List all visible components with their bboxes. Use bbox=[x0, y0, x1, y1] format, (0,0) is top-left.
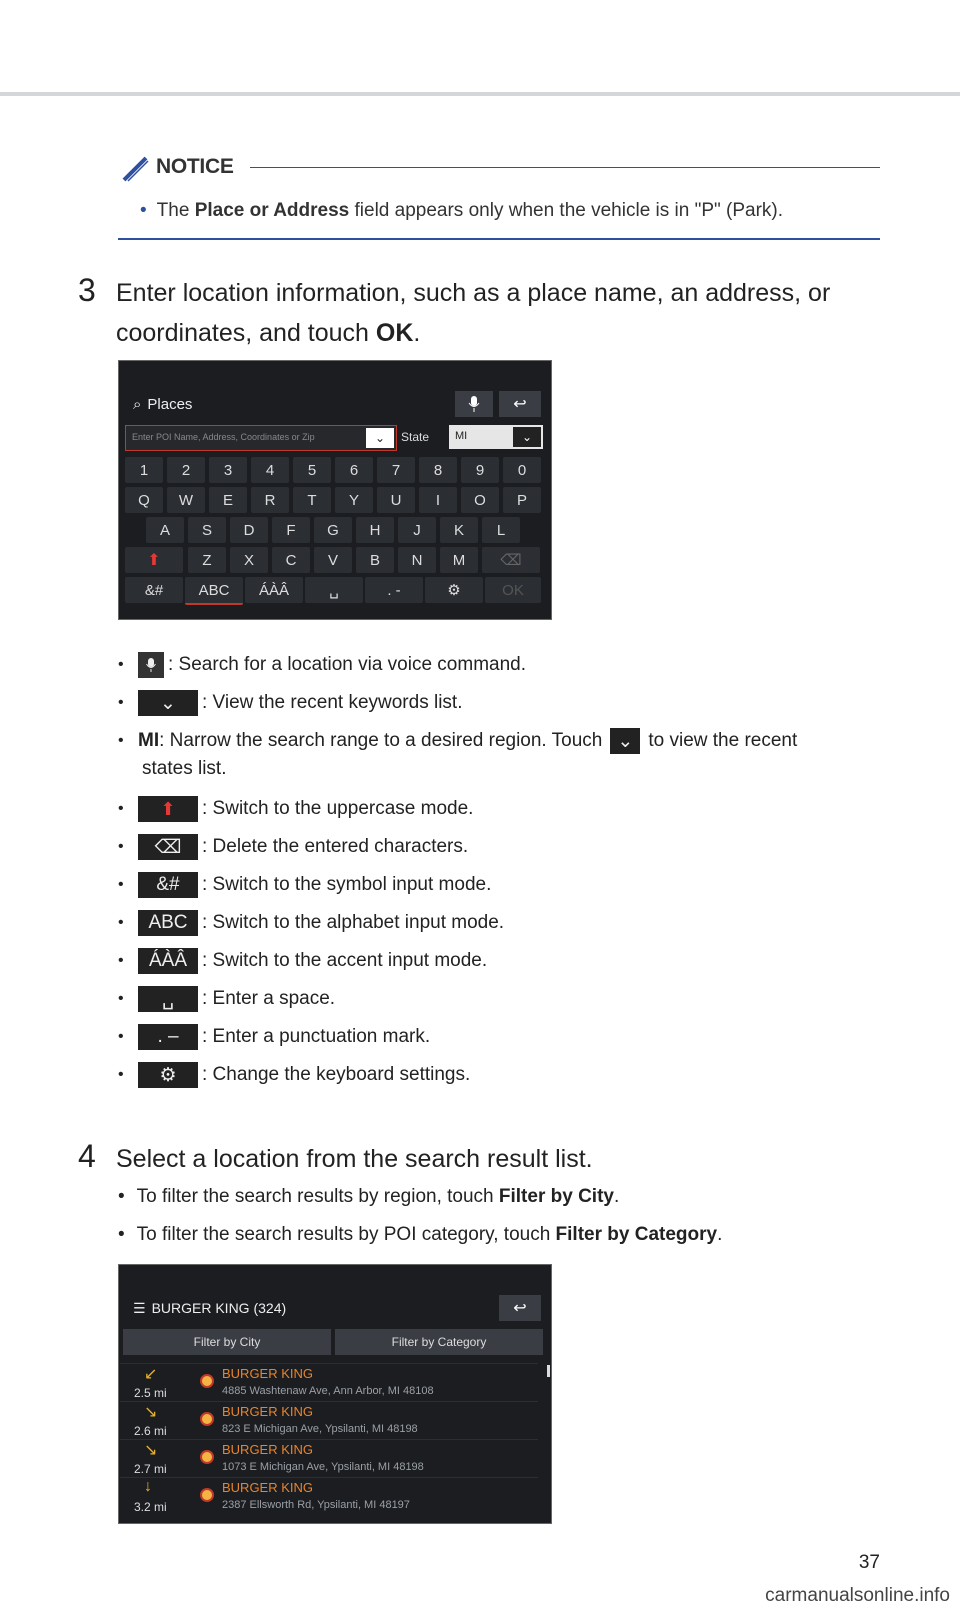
results-screenshot bbox=[118, 1264, 552, 1524]
distance: 3.2 mi bbox=[134, 1500, 167, 1514]
key-W[interactable]: W bbox=[167, 487, 205, 513]
keyboard-screenshot bbox=[118, 360, 552, 620]
key-C[interactable]: C bbox=[272, 547, 310, 573]
result-row[interactable] bbox=[120, 1401, 538, 1440]
state-label: State bbox=[401, 430, 430, 444]
key-V[interactable]: V bbox=[314, 547, 352, 573]
chevron-down-icon: ⌄ bbox=[610, 728, 640, 754]
key-Z[interactable]: Z bbox=[188, 547, 226, 573]
direction-arrow-icon: ↙ bbox=[144, 1366, 158, 1383]
scrollbar[interactable] bbox=[547, 1365, 550, 1377]
burger-logo-icon bbox=[200, 1450, 214, 1464]
notice-bottom-rule bbox=[118, 238, 880, 240]
direction-arrow-icon: ↘ bbox=[144, 1404, 158, 1421]
accent-key[interactable]: ÁÀÂ bbox=[245, 577, 303, 603]
key-N[interactable]: N bbox=[398, 547, 436, 573]
settings-key[interactable]: ⚙ bbox=[425, 577, 483, 603]
burger-logo-icon bbox=[200, 1412, 214, 1426]
list-item-continuation: states list. bbox=[142, 758, 227, 779]
key-0[interactable]: 0 bbox=[503, 457, 541, 483]
notice-rule bbox=[250, 167, 880, 168]
list-item: • ␣ : Enter a space. bbox=[118, 986, 335, 1012]
key-S[interactable]: S bbox=[188, 517, 226, 543]
notice-text: • The Place or Address field appears only when the vehicle is in "P" (Park). bbox=[140, 200, 784, 221]
backspace-key[interactable]: ⌫ bbox=[482, 547, 540, 573]
poi-address: 2387 Ellsworth Rd, Ypsilanti, MI 48197 bbox=[222, 1499, 410, 1511]
filter-by-category-button[interactable]: Filter by Category bbox=[335, 1329, 543, 1355]
poi-name: BURGER KING bbox=[222, 1404, 314, 1419]
key-F[interactable]: F bbox=[272, 517, 310, 543]
notice-title: NOTICE bbox=[156, 155, 234, 178]
step-text: Enter location information, such as a place name, an address, or coordinates, and touch OK. bbox=[116, 279, 831, 347]
poi-address: 1073 E Michigan Ave, Ypsilanti, MI 48198 bbox=[222, 1461, 424, 1473]
mic-icon bbox=[468, 395, 480, 413]
back-button[interactable] bbox=[499, 1295, 541, 1321]
key-B[interactable]: B bbox=[356, 547, 394, 573]
symbol-key: &# bbox=[138, 872, 198, 898]
direction-arrow-icon: ↓ bbox=[144, 1478, 152, 1495]
places-title: ⌕ Places bbox=[133, 395, 193, 413]
key-Y[interactable]: Y bbox=[335, 487, 373, 513]
result-row[interactable] bbox=[120, 1477, 538, 1516]
list-item: • ÁÀÂ : Switch to the accent input mode. bbox=[118, 948, 487, 974]
feature-list bbox=[118, 652, 898, 1102]
punctuation-key: . – bbox=[138, 1024, 198, 1050]
key-G[interactable]: G bbox=[314, 517, 352, 543]
back-button[interactable] bbox=[499, 391, 541, 417]
list-item: • To filter the search results by POI category, touch Filter by Category. bbox=[118, 1224, 723, 1245]
gear-icon: ⚙ bbox=[138, 1062, 198, 1088]
results-title: ☰ BURGER KING (324) bbox=[133, 1299, 287, 1316]
list-item: • To filter the search results by region, touch Filter by City. bbox=[118, 1186, 620, 1207]
key-H[interactable]: H bbox=[356, 517, 394, 543]
key-L[interactable]: L bbox=[482, 517, 520, 543]
abc-key: ABC bbox=[138, 910, 198, 936]
list-item: • ⌫ : Delete the entered characters. bbox=[118, 834, 468, 860]
key-O[interactable]: O bbox=[461, 487, 499, 513]
symbol-key[interactable]: &# bbox=[125, 577, 183, 603]
punctuation-key[interactable]: . - bbox=[365, 577, 423, 603]
key-K[interactable]: K bbox=[440, 517, 478, 543]
key-7[interactable]: 7 bbox=[377, 457, 415, 483]
key-D[interactable]: D bbox=[230, 517, 268, 543]
key-4[interactable]: 4 bbox=[251, 457, 289, 483]
key-2[interactable]: 2 bbox=[167, 457, 205, 483]
poi-name: BURGER KING bbox=[222, 1442, 314, 1457]
backspace-icon: ⌫ bbox=[138, 834, 198, 860]
list-icon: ☰ bbox=[133, 1299, 146, 1316]
key-P[interactable]: P bbox=[503, 487, 541, 513]
filter-by-city-button[interactable]: Filter by City bbox=[123, 1329, 331, 1355]
back-arrow-icon: ↩ bbox=[513, 1300, 527, 1317]
poi-name: BURGER KING bbox=[222, 1480, 314, 1495]
chevron-down-icon: ⌄ bbox=[138, 690, 198, 716]
list-item: • MI : Narrow the search range to a desired region. Touch ⌄ to view the recent bbox=[118, 728, 797, 754]
key-9[interactable]: 9 bbox=[461, 457, 499, 483]
poi-address: 823 E Michigan Ave, Ypsilanti, MI 48198 bbox=[222, 1423, 418, 1435]
distance: 2.7 mi bbox=[134, 1462, 167, 1476]
result-row[interactable] bbox=[120, 1363, 538, 1402]
key-T[interactable]: T bbox=[293, 487, 331, 513]
list-item: • . – : Enter a punctuation mark. bbox=[118, 1024, 430, 1050]
mic-button[interactable] bbox=[455, 391, 493, 417]
result-row[interactable] bbox=[120, 1439, 538, 1478]
key-J[interactable]: J bbox=[398, 517, 436, 543]
step-text: Select a location from the search result list. bbox=[116, 1145, 593, 1173]
mic-icon bbox=[138, 652, 164, 678]
state-select[interactable]: MI ⌄ bbox=[449, 425, 543, 449]
shift-up-arrow-icon: ⬆ bbox=[138, 796, 198, 822]
list-item: • &# : Switch to the symbol input mode. bbox=[118, 872, 491, 898]
key-8[interactable]: 8 bbox=[419, 457, 457, 483]
key-R[interactable]: R bbox=[251, 487, 289, 513]
key-U[interactable]: U bbox=[377, 487, 415, 513]
distance: 2.5 mi bbox=[134, 1386, 167, 1400]
burger-logo-icon bbox=[200, 1488, 214, 1502]
notice-header bbox=[118, 150, 234, 184]
key-1[interactable]: 1 bbox=[125, 457, 163, 483]
key-I[interactable]: I bbox=[419, 487, 457, 513]
chevron-down-icon[interactable]: ⌄ bbox=[513, 427, 541, 447]
watermark: carmanualsonline.info bbox=[765, 1585, 950, 1606]
burger-logo-icon bbox=[200, 1374, 214, 1388]
chevron-down-icon[interactable]: ⌄ bbox=[366, 428, 394, 448]
search-icon: ⌕ bbox=[133, 395, 142, 413]
key-6[interactable]: 6 bbox=[335, 457, 373, 483]
key-E[interactable]: E bbox=[209, 487, 247, 513]
key-A[interactable]: A bbox=[146, 517, 184, 543]
poi-name: BURGER KING bbox=[222, 1366, 314, 1381]
top-divider bbox=[0, 92, 960, 96]
pen-icon bbox=[118, 150, 152, 184]
accent-key: ÁÀÂ bbox=[138, 948, 198, 974]
list-item: • : Search for a location via voice command. bbox=[118, 652, 526, 678]
search-input[interactable]: Enter POI Name, Address, Coordinates or Zip ⌄ bbox=[125, 425, 397, 451]
abc-key[interactable]: ABC bbox=[185, 577, 243, 605]
shift-key[interactable]: ⬆ bbox=[125, 547, 183, 573]
list-item: • ABC : Switch to the alphabet input mode. bbox=[118, 910, 504, 936]
list-item: • ⌄ : View the recent keywords list. bbox=[118, 690, 462, 716]
step-number: 4 bbox=[78, 1138, 96, 1174]
step-number: 3 bbox=[78, 272, 96, 308]
space-icon: ␣ bbox=[138, 986, 198, 1012]
step4-sublist bbox=[118, 1186, 898, 1266]
distance: 2.6 mi bbox=[134, 1424, 167, 1438]
space-key[interactable]: ␣ bbox=[305, 577, 363, 603]
poi-address: 4885 Washtenaw Ave, Ann Arbor, MI 48108 bbox=[222, 1385, 434, 1397]
ok-key[interactable]: OK bbox=[485, 577, 541, 603]
key-X[interactable]: X bbox=[230, 547, 268, 573]
back-arrow-icon: ↩ bbox=[513, 396, 527, 413]
list-item: • ⬆ : Switch to the uppercase mode. bbox=[118, 796, 473, 822]
list-item: • ⚙ : Change the keyboard settings. bbox=[118, 1062, 470, 1088]
key-Q[interactable]: Q bbox=[125, 487, 163, 513]
key-M[interactable]: M bbox=[440, 547, 478, 573]
key-5[interactable]: 5 bbox=[293, 457, 331, 483]
page-number: 37 bbox=[858, 1552, 880, 1573]
direction-arrow-icon: ↘ bbox=[144, 1442, 158, 1459]
key-3[interactable]: 3 bbox=[209, 457, 247, 483]
